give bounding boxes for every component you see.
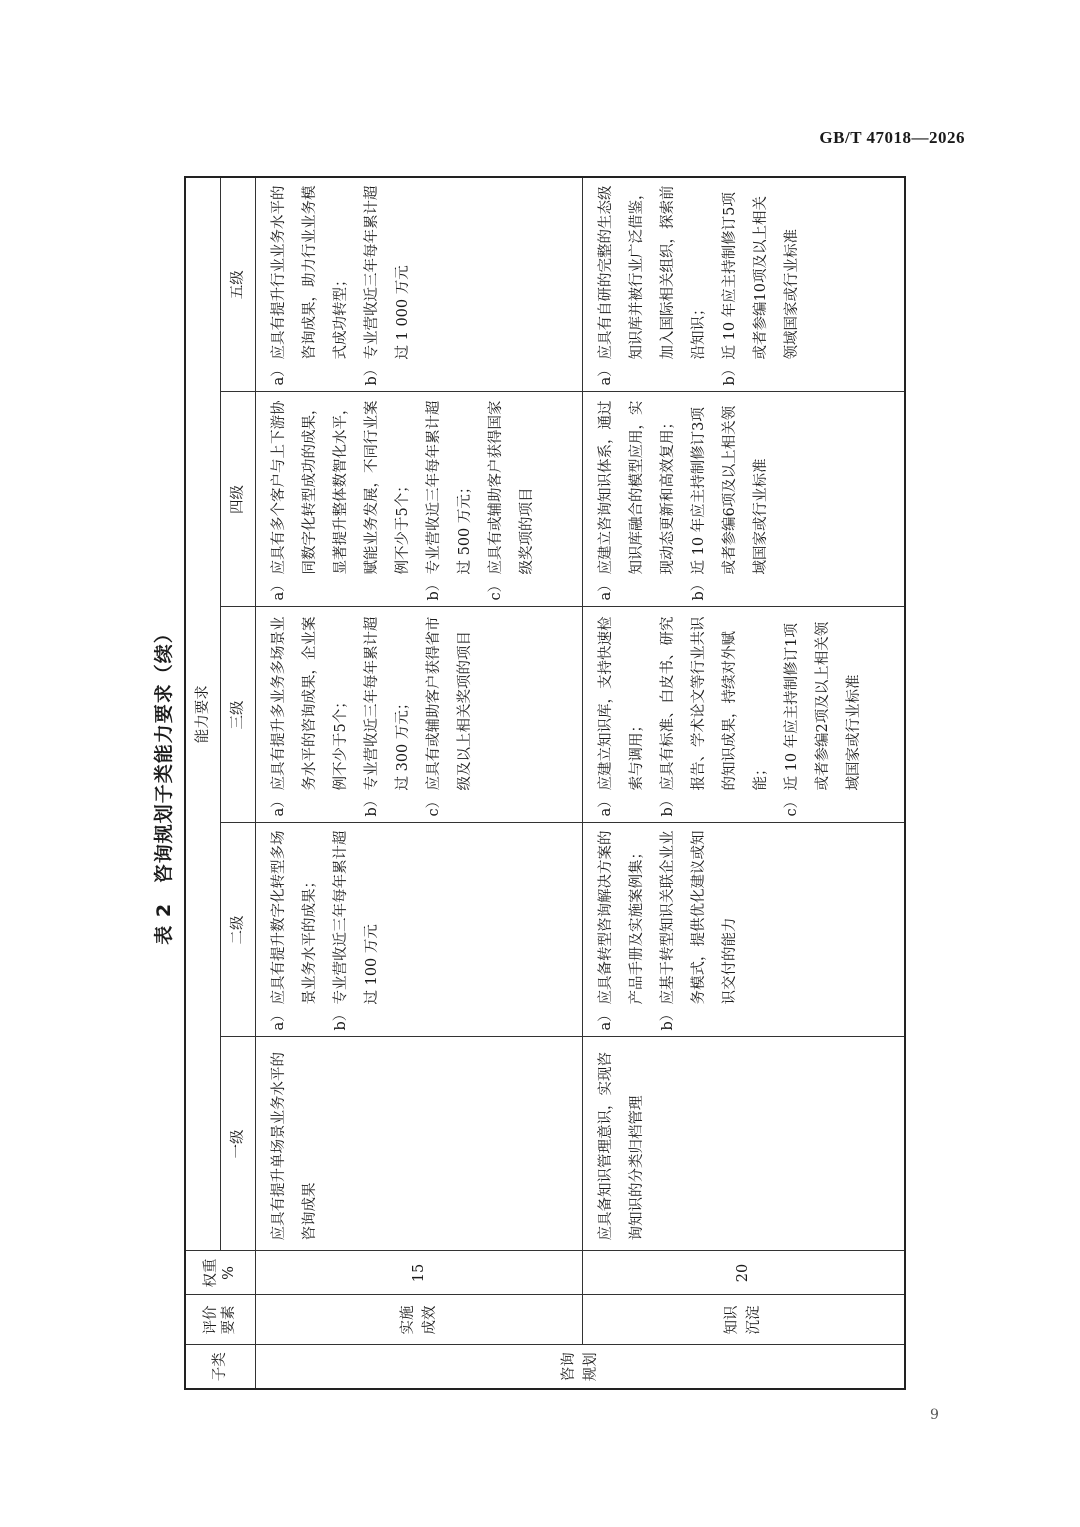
list-item xyxy=(357,614,419,817)
list-item xyxy=(419,614,481,817)
table-row xyxy=(582,177,905,1389)
item-mark: a） xyxy=(270,793,287,817)
list-item xyxy=(264,614,357,817)
header-level-3: 三级 xyxy=(220,607,255,823)
item-text: 专业营收近三年每年累计超过 500 万元； xyxy=(425,400,473,575)
item-mark: c） xyxy=(783,793,800,817)
item-text: 应具有或辅助客户获得省市级及以上相关奖项的项目 xyxy=(425,616,473,791)
item-text: 应建立知识库，支持快速检索与调用； xyxy=(597,616,645,791)
list-item xyxy=(715,184,808,386)
list-item xyxy=(264,399,419,601)
level3-cell xyxy=(582,607,905,823)
header-row-1 xyxy=(185,177,220,1389)
list-item xyxy=(264,184,357,386)
item-mark: a） xyxy=(597,793,614,817)
item-text: 应具有提升行业业务水平的咨询成果，助力行业业务模式成功转型； xyxy=(270,185,349,360)
header-weight-label: 权重 xyxy=(203,1258,220,1288)
item-text: 近 10 年应主持制修订1项或者参编2项及以上相关领域国家或行业标准 xyxy=(783,621,862,791)
list-item xyxy=(653,614,777,817)
item-mark: c） xyxy=(487,577,504,601)
item-text: 专业营收近三年每年累计超过 100 万元 xyxy=(332,830,380,1005)
item-text: 应具有提升多业务多场景业务水平的咨询成果，企业案例不少于5个； xyxy=(270,616,349,791)
table-title: 咨询规划子类能力要求（续） xyxy=(153,623,175,884)
level5-cell xyxy=(255,177,582,392)
item-text: 应具有或辅助客户获得国家级奖项的项目 xyxy=(487,400,535,575)
header-row-2 xyxy=(220,177,255,1389)
element-cell: 实施成效 xyxy=(255,1295,582,1345)
list-item xyxy=(777,614,870,817)
table-caption xyxy=(144,178,184,1390)
item-text: 应具有标准、白皮书、研究报告、学术论文等行业共识的知识成果，持续对外赋能； xyxy=(659,616,769,791)
item-text: 应具有多个客户与上下游协同数字化转型成功的成果，显著提升整体数智化水平，赋能业务发展，不同行业案例不少于5个； xyxy=(270,400,411,575)
header-level-5: 五级 xyxy=(220,177,255,392)
item-text: 应具有自研的完整的生态级知识库并被行业广泛借鉴，加入国际相关组织，探索前沿知识； xyxy=(597,185,707,360)
item-mark: a） xyxy=(270,1007,287,1031)
level1-text: 应具有提升单场景业务水平的咨询成果 xyxy=(270,1052,318,1241)
header-subcategory: 子类 xyxy=(185,1345,255,1389)
weight-cell: 20 xyxy=(582,1251,905,1295)
level4-cell xyxy=(582,392,905,607)
table-number: 表 2 xyxy=(153,902,175,945)
item-mark: b） xyxy=(690,576,707,601)
page-number: 9 xyxy=(930,1407,939,1423)
header-weight xyxy=(185,1251,255,1295)
list-item xyxy=(591,830,653,1031)
level3-cell xyxy=(255,607,582,823)
list-item xyxy=(653,830,746,1031)
item-text: 应建立咨询知识体系，通过知识库融合的模型应用，实现动态更新和高效复用； xyxy=(597,400,676,575)
header-level-2: 二级 xyxy=(220,823,255,1037)
rotated-table-block xyxy=(144,178,904,1390)
header-ability: 能力要求 xyxy=(185,177,220,1251)
item-text: 专业营收近三年每年累计超过 1 000 万元 xyxy=(363,185,411,360)
item-mark: a） xyxy=(270,362,287,386)
item-text: 专业营收近三年每年累计超过 300 万元； xyxy=(363,616,411,791)
list-item xyxy=(419,399,481,601)
ability-requirements-table xyxy=(184,176,906,1390)
list-item xyxy=(264,830,326,1031)
level1-text: 应具备知识管理意识，实现咨询知识的分类归档管理 xyxy=(597,1052,645,1241)
item-text: 近 10 年应主持制修订3项或者参编6项及以上相关领域国家或行业标准 xyxy=(690,405,769,575)
item-mark: b） xyxy=(332,1006,349,1031)
level1-cell xyxy=(582,1037,905,1251)
list-item xyxy=(357,184,419,386)
item-mark: b） xyxy=(659,1006,676,1031)
item-text: 近 10 年应主持制修订5项或者参编10项及以上相关领域国家或行业标准 xyxy=(721,192,800,360)
item-mark: a） xyxy=(270,577,287,601)
element-cell: 知识沉淀 xyxy=(582,1295,905,1345)
item-text: 应具备转型咨询解决方案的产品手册及实施案例集； xyxy=(597,830,645,1005)
list-item xyxy=(591,184,715,386)
header-element: 评价要素 xyxy=(185,1295,255,1345)
item-text: 应基于转型知识关联企业业务模式，提供优化建议或知识交付的能力 xyxy=(659,830,738,1005)
item-mark: b） xyxy=(659,792,676,817)
standard-code: GB/T 47018—2026 xyxy=(819,128,965,147)
list-item xyxy=(591,614,653,817)
subcategory-cell: 咨询规划 xyxy=(255,1345,905,1389)
table-row xyxy=(255,177,582,1389)
header-weight-unit: % xyxy=(221,1266,238,1280)
item-mark: a） xyxy=(597,362,614,386)
header-level-4: 四级 xyxy=(220,392,255,607)
level5-cell xyxy=(582,177,905,392)
list-item xyxy=(591,399,684,601)
header-level-1: 一级 xyxy=(220,1037,255,1251)
item-text: 应具有提升数字化转型多场景业务水平的成果； xyxy=(270,830,318,1005)
item-mark: a） xyxy=(597,577,614,601)
item-mark: b） xyxy=(425,576,442,601)
level2-cell xyxy=(255,823,582,1037)
list-item xyxy=(481,399,543,601)
list-item xyxy=(684,399,777,601)
item-mark: b） xyxy=(721,361,738,386)
level4-cell xyxy=(255,392,582,607)
level1-cell xyxy=(255,1037,582,1251)
list-item xyxy=(326,830,388,1031)
item-mark: b） xyxy=(363,792,380,817)
item-mark: b） xyxy=(363,361,380,386)
item-mark: c） xyxy=(425,793,442,817)
item-mark: a） xyxy=(597,1007,614,1031)
level2-cell xyxy=(582,823,905,1037)
weight-cell: 15 xyxy=(255,1251,582,1295)
